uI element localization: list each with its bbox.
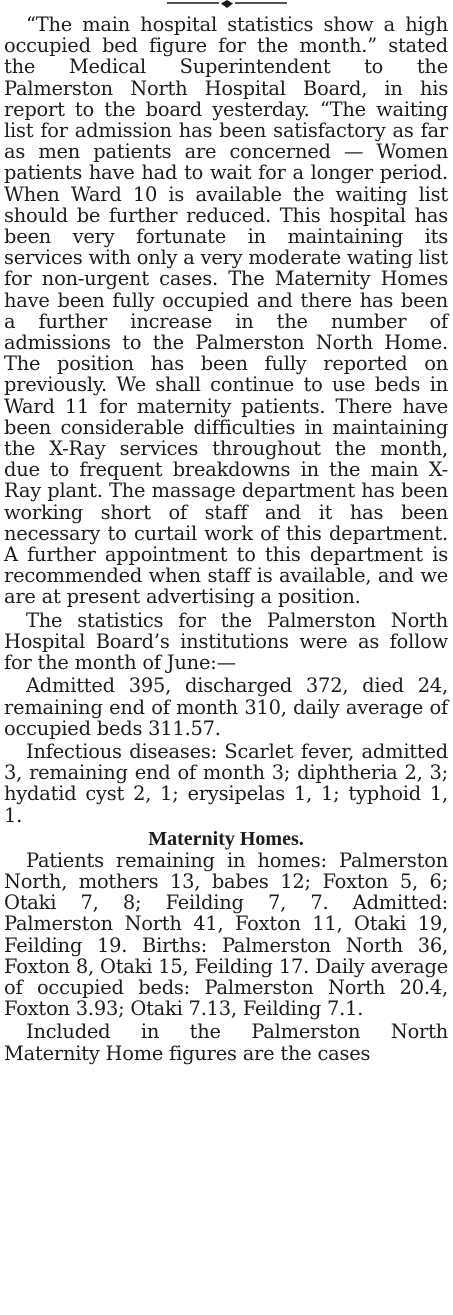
- section-subheading: Maternity Homes.: [148, 827, 304, 850]
- article-paragraph-2: The statistics for the Palmerston North Hospital Board’s institutions were as follow for the month of June:—: [4, 608, 448, 675]
- news-article: [4, 14, 448, 1064]
- article-paragraph-6: Included in the Palmerston North Maternity Home figures are the cases: [4, 1020, 448, 1065]
- article-paragraph-5: Patients remaining in homes: Palmerston North, mothers 13, babes 12; Foxton 5, 6; Otaki 7, 8; Feilding 7, 7. Admitted: Palmerston North 41, Foxton 11, Otaki 19, Feilding 19. Births: Palmerston North 36, Foxton 8, Otaki 15, Feilding 17. Daily average of occupied beds: Palmerston North 20.4, Foxton 3.93; Otaki 7.13, Feilding 7.1.: [4, 848, 448, 1021]
- article-paragraph-3: Admitted 395, discharged 372, died 24, remaining end of month 310, daily average of occupied beds 311.57.: [4, 674, 448, 740]
- column-ornament: [167, 0, 287, 10]
- article-paragraph-1: “The main hospital statistics show a high occupied bed figure for the month.” stated the Medical Superintendent to the Palmerston North Hospital Board, in his report to the board yesterday. “The waiting list for admission has been satisfactory as far as men patients are concerned — Women patients have had to wait for a longer period. When Ward 10 is available the waiting list should be further reduced. This hospital has been very fortunate in maintaining its services with only a very moderate wating list for non-urgent cases. The Maternity Homes have been fully occupied and there has been a further increase in the number of admissions to the Palmerston North Home. The position has been fully reported on previously. We shall continue to use beds in Ward 11 for maternity patients. There have been considerable difficulties in maintaining the X-Ray services throughout the month, due to frequent breakdowns in the main X-Ray plant. The massage department has been working short of staff and it has been necessary to curtail work of this department. A further appointment to this department is recommended when staff is available, and we are at present advertising a position.: [4, 13, 448, 609]
- article-paragraph-4: Infectious diseases: Scarlet fever, admitted 3, remaining end of month 3; diphtheria 2, 3; hydatid cyst 2, 1; erysipelas 1, 1; typhoid 1, 1.: [4, 739, 448, 827]
